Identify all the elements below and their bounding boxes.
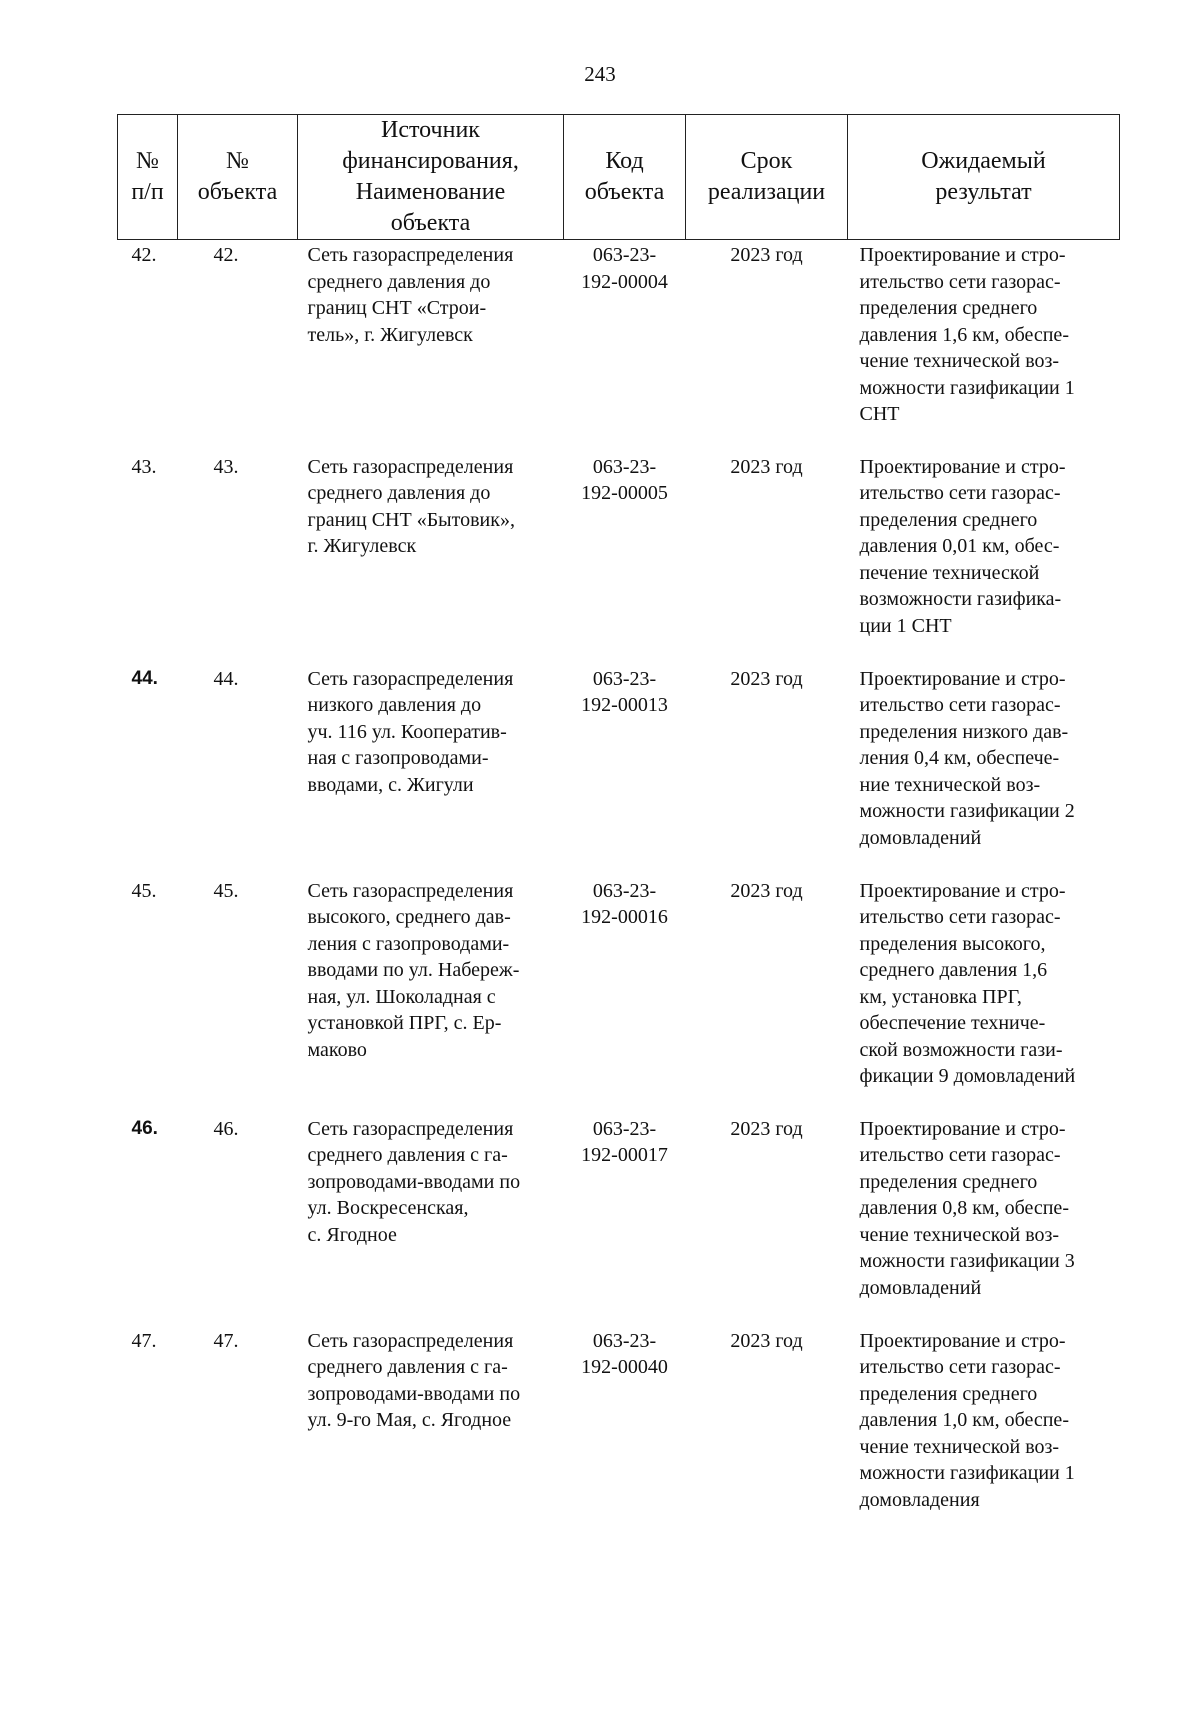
header-object-number: № объекта: [178, 115, 298, 240]
object-name-line: среднего давления до: [307, 270, 491, 293]
table-row: [118, 240, 1120, 452]
object-name-line: ная с газопроводами-: [307, 747, 489, 769]
expected-result-line: можности газификации 1: [859, 376, 1075, 399]
object-name-line: зопроводами-вводами по: [307, 1170, 521, 1193]
row-object-code: [564, 1114, 686, 1326]
expected-result-line: обеспечение техниче-: [859, 1012, 1046, 1034]
object-code-line: 063-23-: [592, 455, 657, 478]
expected-result-line: ции 1 СНТ: [859, 614, 952, 637]
header-pp: № п/п: [118, 115, 178, 240]
row-object-code: [564, 452, 686, 664]
row-expected-result: [848, 664, 1120, 876]
object-name-line: ул. Воскресенская,: [307, 1197, 469, 1219]
row-pp-number: 45.: [131, 879, 157, 902]
object-name-line: зопроводами-вводами по: [307, 1382, 521, 1405]
row-term: 2023 год: [730, 1117, 803, 1140]
row-object-number: 42.: [213, 244, 239, 266]
object-name-line: уч. 116 ул. Кооператив-: [307, 720, 507, 743]
object-name-line: высокого, среднего дав-: [307, 906, 511, 928]
row-expected-result: [848, 240, 1120, 452]
row-pp-number: 44.: [131, 667, 158, 689]
expected-result-line: можности газификации 1: [859, 1462, 1075, 1484]
row-object-name: [298, 664, 564, 876]
expected-result-line: ительство сети газорас-: [859, 1144, 1061, 1166]
row-expected-result: [848, 452, 1120, 664]
expected-result-line: ской возможности гази-: [859, 1038, 1063, 1061]
expected-result-line: давления 0,8 км, обеспе-: [859, 1197, 1069, 1219]
expected-result-line: Проектирование и стро-: [859, 1329, 1066, 1352]
expected-result-line: давления 1,0 км, обеспе-: [859, 1409, 1069, 1431]
object-name-line: г. Жигулевск: [307, 535, 417, 557]
expected-result-line: Проектирование и стро-: [859, 879, 1066, 902]
row-pp-number: 43.: [131, 455, 157, 478]
object-name-line: границ СНТ «Строи-: [307, 297, 487, 319]
table-row: [118, 664, 1120, 876]
table-header-row: [118, 115, 1120, 240]
object-name-line: с. Ягодное: [307, 1223, 397, 1246]
row-expected-result: [848, 1114, 1120, 1326]
object-code-line: 063-23-: [592, 1329, 657, 1352]
object-name-line: Сеть газораспределения: [307, 1117, 514, 1140]
object-name-line: среднего давления с га-: [307, 1356, 508, 1378]
header-object-code: Код объекта: [564, 115, 686, 240]
document-table: [117, 114, 1120, 1538]
row-object-code: [564, 240, 686, 452]
object-name-line: ул. 9-го Мая, с. Ягодное: [307, 1409, 512, 1431]
table-row: [118, 452, 1120, 664]
header-expected-result: Ожидаемый результат: [848, 115, 1120, 240]
table-body: [118, 240, 1120, 1538]
expected-result-line: чение технической воз-: [859, 1223, 1060, 1246]
expected-result-line: печение технической: [859, 561, 1040, 584]
expected-result-line: пределения среднего: [859, 1170, 1038, 1193]
expected-result-line: ительство сети газорас-: [859, 270, 1061, 293]
object-name-line: Сеть газораспределения: [307, 1329, 514, 1352]
expected-result-line: Проектирование и стро-: [859, 1117, 1066, 1140]
row-expected-result: [848, 876, 1120, 1114]
table-row: [118, 1326, 1120, 1538]
expected-result-line: км, установка ПРГ,: [859, 985, 1022, 1008]
expected-result-line: чение технической воз-: [859, 350, 1060, 372]
table-row: [118, 876, 1120, 1114]
row-object-number: 47.: [213, 1329, 239, 1352]
row-term: 2023 год: [730, 1329, 803, 1352]
expected-result-line: пределения низкого дав-: [859, 720, 1069, 743]
object-name-line: среднего давления до: [307, 482, 491, 504]
expected-result-line: среднего давления 1,6: [859, 959, 1048, 981]
expected-result-line: ительство сети газорас-: [859, 694, 1061, 716]
row-pp-number: 42.: [131, 244, 157, 266]
object-code-line: 063-23-: [592, 244, 657, 266]
row-object-name: [298, 1326, 564, 1538]
object-code-line: 063-23-: [592, 1117, 657, 1140]
row-term: 2023 год: [730, 879, 803, 902]
row-pp-number: 46.: [131, 1117, 158, 1139]
object-code-line: 192-00004: [581, 270, 668, 293]
row-term: 2023 год: [730, 667, 803, 690]
row-object-number: 46.: [213, 1117, 239, 1140]
table-row: [118, 1114, 1120, 1326]
object-name-line: тель», г. Жигулевск: [307, 323, 473, 346]
expected-result-line: давления 0,01 км, обес-: [859, 535, 1060, 557]
expected-result-line: можности газификации 2: [859, 800, 1075, 822]
expected-result-line: домовладений: [859, 1276, 982, 1299]
expected-result-line: СНТ: [859, 403, 900, 425]
row-object-number: 43.: [213, 455, 239, 478]
expected-result-line: пределения высокого,: [859, 932, 1046, 955]
object-name-line: низкого давления до: [307, 694, 482, 716]
row-object-number: 44.: [213, 667, 239, 690]
expected-result-line: домовладений: [859, 826, 982, 849]
object-name-line: Сеть газораспределения: [307, 455, 514, 478]
object-name-line: маково: [307, 1038, 367, 1061]
expected-result-line: ления 0,4 км, обеспече-: [859, 747, 1060, 769]
row-expected-result: [848, 1326, 1120, 1538]
expected-result-line: фикации 9 домовладений: [859, 1065, 1076, 1087]
row-object-name: [298, 240, 564, 452]
object-name-line: ления с газопроводами-: [307, 932, 510, 955]
row-term: 2023 год: [730, 244, 803, 266]
expected-result-line: пределения среднего: [859, 297, 1038, 319]
row-object-code: [564, 664, 686, 876]
header-source-name: Источник финансирования, Наименование объекта: [298, 115, 564, 240]
object-name-line: вводами, с. Жигули: [307, 773, 474, 796]
page-number: 243: [584, 62, 616, 86]
row-object-code: [564, 1326, 686, 1538]
expected-result-line: ительство сети газорас-: [859, 1356, 1061, 1378]
object-name-line: Сеть газораспределения: [307, 667, 514, 690]
object-code-line: 192-00040: [581, 1356, 668, 1378]
object-code-line: 063-23-: [592, 879, 657, 902]
object-code-line: 192-00013: [581, 694, 668, 716]
expected-result-line: можности газификации 3: [859, 1250, 1075, 1272]
expected-result-line: возможности газифика-: [859, 588, 1062, 610]
expected-result-line: Проектирование и стро-: [859, 667, 1066, 690]
object-name-line: установкой ПРГ, с. Ер-: [307, 1012, 502, 1034]
expected-result-line: пределения среднего: [859, 1382, 1038, 1405]
row-term: 2023 год: [730, 455, 803, 478]
object-name-line: Сеть газораспределения: [307, 244, 514, 266]
expected-result-line: ние технической воз-: [859, 773, 1041, 796]
header-term: Срок реализации: [686, 115, 848, 240]
row-object-name: [298, 876, 564, 1114]
object-name-line: среднего давления с га-: [307, 1144, 508, 1166]
expected-result-line: Проектирование и стро-: [859, 244, 1066, 266]
expected-result-line: чение технической воз-: [859, 1435, 1060, 1458]
object-name-line: Сеть газораспределения: [307, 879, 514, 902]
row-object-code: [564, 876, 686, 1114]
expected-result-line: ительство сети газорас-: [859, 906, 1061, 928]
row-pp-number: 47.: [131, 1329, 157, 1352]
object-name-line: границ СНТ «Бытовик»,: [307, 508, 515, 531]
object-code-line: 192-00005: [581, 482, 668, 504]
object-code-line: 192-00016: [581, 906, 668, 928]
row-object-name: [298, 452, 564, 664]
expected-result-line: давления 1,6 км, обеспе-: [859, 323, 1069, 346]
expected-result-line: пределения среднего: [859, 508, 1038, 531]
object-code-line: 063-23-: [592, 667, 657, 690]
row-object-name: [298, 1114, 564, 1326]
object-name-line: вводами по ул. Набереж-: [307, 959, 520, 981]
expected-result-line: ительство сети газорас-: [859, 482, 1061, 504]
object-code-line: 192-00017: [581, 1144, 668, 1166]
expected-result-line: домовладения: [859, 1488, 980, 1511]
expected-result-line: Проектирование и стро-: [859, 455, 1066, 478]
row-object-number: 45.: [213, 879, 239, 902]
document-table-wrapper: [117, 114, 1119, 1538]
object-name-line: ная, ул. Шоколадная с: [307, 985, 496, 1008]
